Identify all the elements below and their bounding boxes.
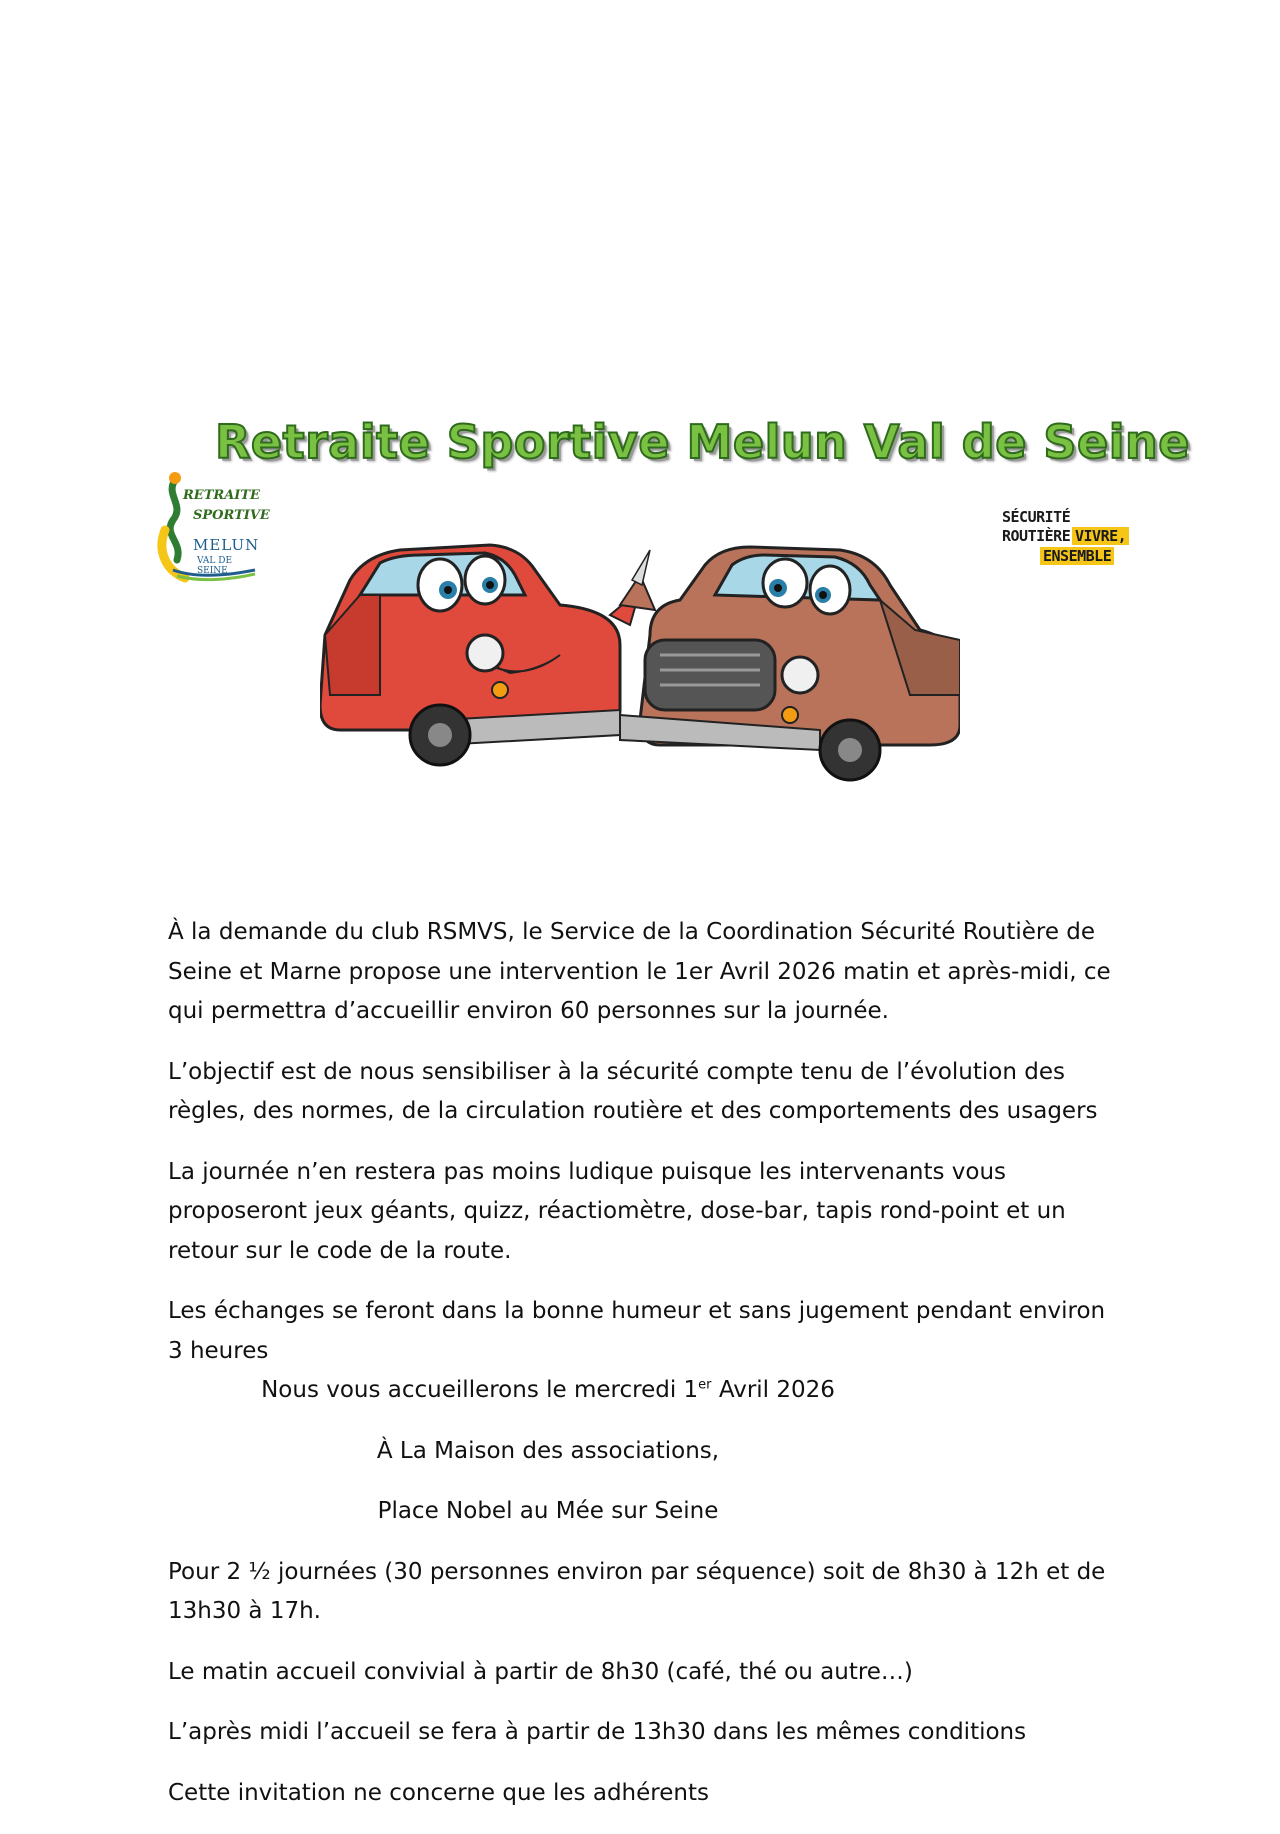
event-date-pre: Nous vous accueillerons le mercredi 1 — [261, 1377, 699, 1403]
club-logo-line3: MELUN — [193, 536, 260, 554]
club-logo-line2: SPORTIVE — [193, 508, 270, 523]
road-safety-line3: ENSEMBLE — [1040, 547, 1114, 565]
event-venue: À La Maison des associations, — [376, 1437, 720, 1464]
road-safety-line2b: VIVRE, — [1072, 527, 1129, 545]
event-date-post: Avril 2026 — [711, 1377, 835, 1403]
two-cars-crash-illustration-icon — [320, 535, 960, 795]
paragraph-members-only: Cette invitation ne concerne que les adhérents — [168, 1779, 709, 1806]
invitation-text — [168, 913, 1118, 1834]
event-date-sup: er — [698, 1377, 712, 1393]
club-logo-line1: RETRAITE — [183, 488, 260, 503]
red-car-icon — [320, 545, 640, 765]
event-date — [168, 1371, 928, 1411]
paragraph-exchanges: Les échanges se feront dans la bonne humeur et sans jugement pendant environ 3 heures — [168, 1298, 1106, 1364]
club-logo-line4: VAL DE SEINE — [197, 556, 233, 576]
paragraph-intro: À la demande du club RSMVS, le Service de la Coordination Sécurité Routière de Seine et Marne propose une intervention le 1er Avril 2026 matin et après-midi, ce qui permettra d’accueillir environ 60 personnes sur la journée. — [168, 919, 1111, 1024]
paragraph-objective: L’objectif est de nous sensibiliser à la sécurité compte tenu de l’évolution des règles, des normes, de la circulation routière et des comportements des usagers — [168, 1058, 1098, 1124]
paragraph-morning: Le matin accueil convivial à partir de 8h30 (café, thé ou autre…) — [168, 1658, 913, 1685]
road-safety-logo — [1000, 505, 1130, 571]
road-safety-line1: SÉCURITÉ — [1002, 508, 1071, 526]
paragraph-schedule: Pour 2 ½ journées (30 personnes environ par séquence) soit de 8h30 à 12h et de 13h30 à 17h. — [168, 1558, 1106, 1624]
club-logo — [155, 470, 270, 585]
banner-title: Retraite Sportive Melun Val de Seine — [215, 415, 1190, 469]
paragraph-activities: La journée n’en restera pas moins ludique puisque les intervenants vous proposeront jeux géants, quizz, réactiomètre, dose-bar, tapis rond-point et un retour sur le code de la route. — [168, 1158, 1066, 1264]
paragraph-afternoon: L’après midi l’accueil se fera à partir de 13h30 dans les mêmes conditions — [168, 1719, 1027, 1745]
event-address: Place Nobel au Mée sur Seine — [377, 1498, 719, 1524]
brown-car-icon — [620, 547, 960, 780]
road-safety-line2a: ROUTIÈRE — [1002, 527, 1071, 545]
